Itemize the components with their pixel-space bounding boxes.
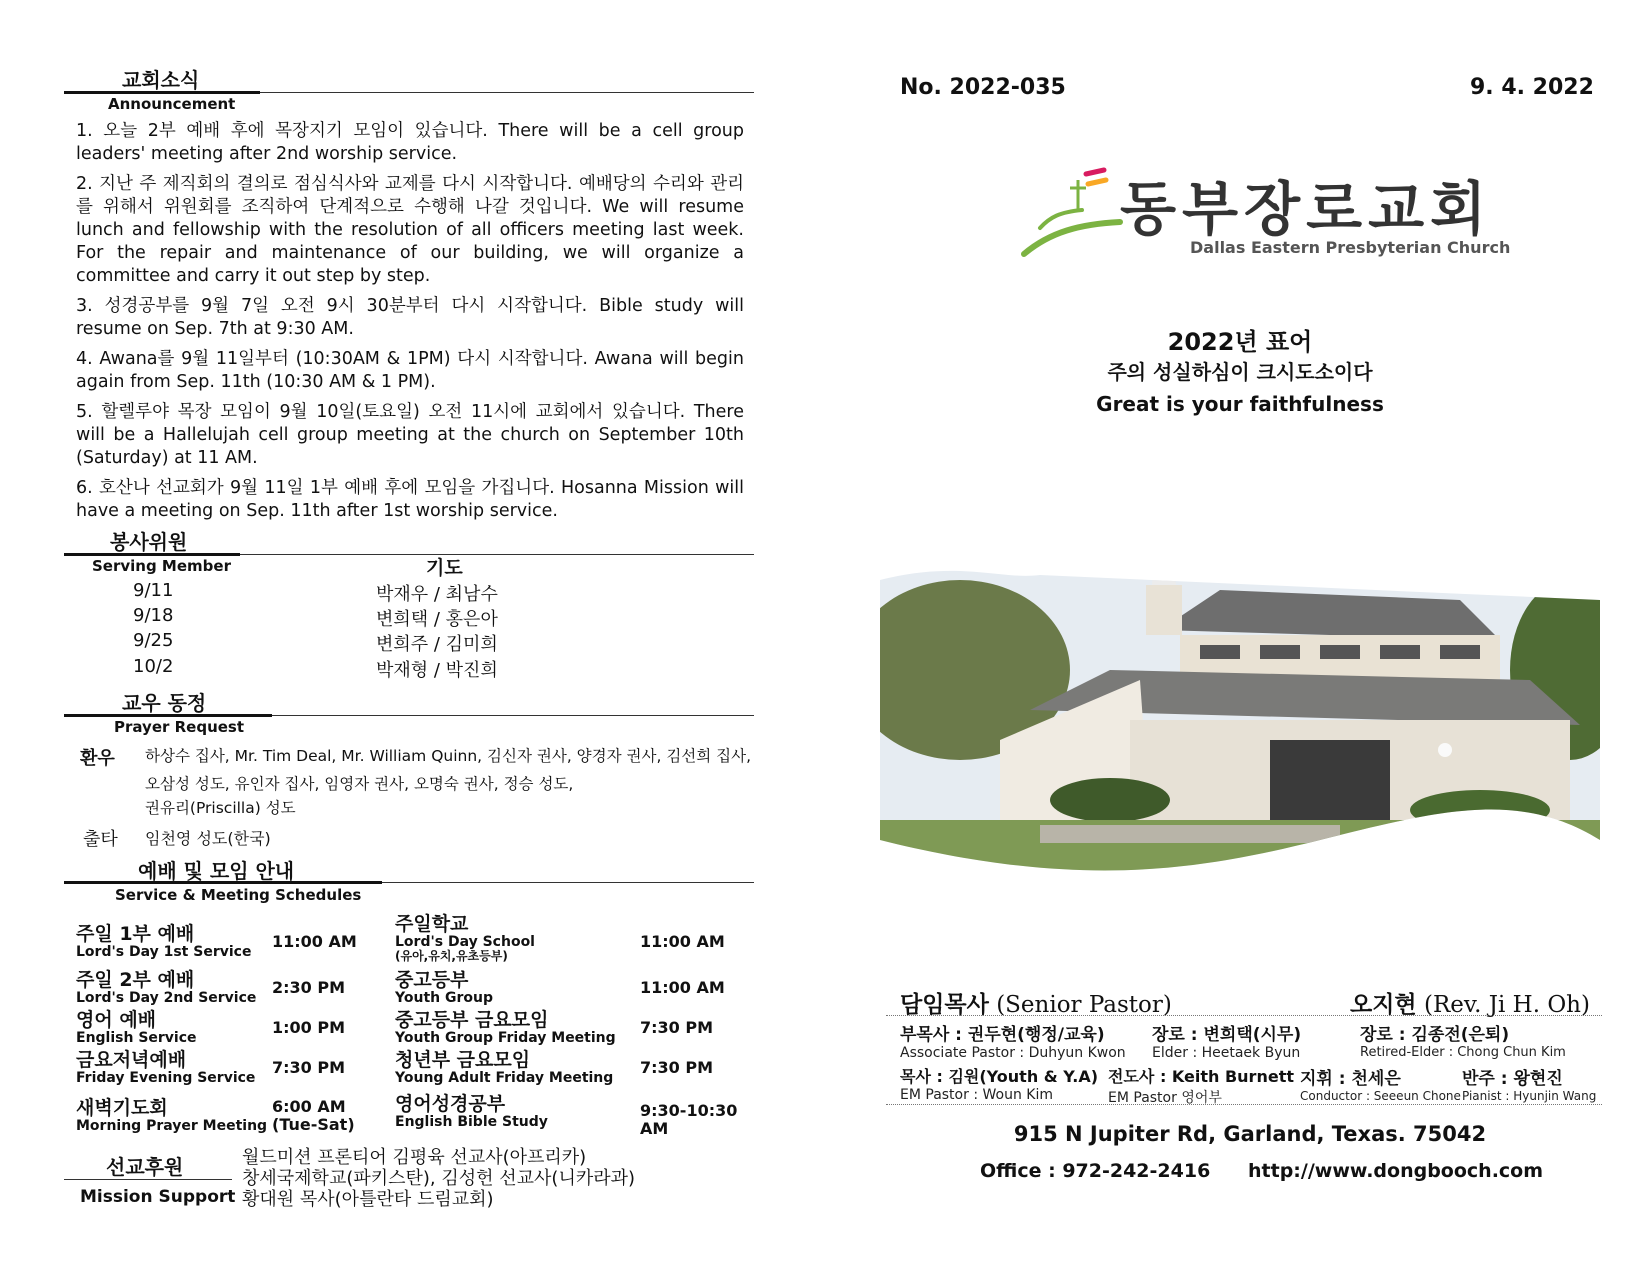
service-time: 6:00 AM (Tue-Sat): [272, 1097, 355, 1134]
service-time: 1:00 PM: [272, 1018, 346, 1037]
senior-pastor-label: 담임목사 (Senior Pastor): [900, 992, 1172, 1018]
announcement-item: 3. 성경공부를 9월 7일 오전 9시 30분부터 다시 시작합니다. Bible study will resume on Sep. 7th at 9:30 AM.: [76, 296, 744, 339]
sick-list: [145, 742, 755, 818]
serving-col-header: 기도: [426, 557, 463, 579]
prayer-subtitle: Prayer Request: [114, 718, 245, 736]
announcement-item: 6. 호산나 선교회가 9월 11일 1부 예배 후에 모임을 가집니다. Hosanna Mission will have a meeting on Sep. 11th after 1st worship service.: [76, 478, 744, 521]
service-item: 금요저녁예배 Friday Evening Service: [76, 1049, 256, 1086]
staff-item: 지휘 : 천세은 Conductor : Seeeun Chone: [1300, 1069, 1461, 1103]
service-item: 중고등부 Youth Group: [395, 969, 493, 1006]
announcement-item: 2. 지난 주 제직회의 결의로 점심식사와 교제를 다시 시작합니다. 예배당의 수리와 관리를 위해서 위원회를 조직하여 단계적으로 수행해 나갈 것입니다. We will resume lunch and fellowship with the resolution of all officers meeting last week. For the repair and maintenance of our building, we will organize a committee and carry it out step by step.: [76, 174, 744, 286]
prayer-title: 교우 동정: [122, 691, 207, 715]
serving-names: 박재우 / 최남수: [376, 584, 498, 605]
service-item: 주일 1부 예배 Lord's Day 1st Service: [76, 923, 252, 960]
serving-names: 변희주 / 김미희: [376, 634, 498, 655]
serving-date: 9/11: [133, 580, 174, 601]
serving-date: 10/2: [133, 656, 174, 677]
staff-item: 장로 : 변희택(시무) Elder : Heetaek Byun: [1152, 1025, 1302, 1061]
service-time: 7:30 PM: [272, 1058, 346, 1077]
announcement-title: 교회소식: [122, 68, 200, 92]
service-time: 7:30 PM: [640, 1018, 714, 1037]
travel-text: 임천영 성도(한국): [145, 829, 271, 848]
service-item: 중고등부 금요모임 Youth Group Friday Meeting: [395, 1009, 616, 1046]
service-item: 영어성경공부 English Bible Study: [395, 1093, 548, 1130]
announcement-subtitle: Announcement: [108, 95, 236, 113]
serving-date: 9/25: [133, 630, 174, 651]
serving-date: 9/18: [133, 605, 174, 626]
staff-item: 장로 : 김종전(은퇴) Retired-Elder : Chong Chun Kim: [1360, 1025, 1566, 1060]
motto-title: 2022년 표어: [1167, 328, 1313, 356]
church-address: 915 N Jupiter Rd, Garland, Texas. 75042: [1013, 1122, 1487, 1146]
staff-item: 부목사 : 권두현(행정/교육) Associate Pastor : Duhyun Kwon: [900, 1025, 1126, 1061]
sick-line: 권유리(Priscilla) 성도: [145, 799, 296, 817]
bulletin-date: 9. 4. 2022: [1470, 75, 1594, 100]
service-item: 새벽기도회 Morning Prayer Meeting: [76, 1097, 268, 1134]
mission-subtitle: Mission Support: [80, 1187, 236, 1207]
service-item: 청년부 금요모임 Young Adult Friday Meeting: [395, 1049, 614, 1086]
church-building-image: [880, 440, 1600, 890]
services-title: 예배 및 모임 안내: [138, 859, 295, 883]
staff-item: 목사 : 김원(Youth & Y.A) EM Pastor : Woun Kim: [900, 1067, 1099, 1103]
service-time: 11:00 AM: [272, 932, 357, 951]
serving-names: 변희택 / 홍은아: [376, 609, 498, 630]
travel-label: 출타: [83, 829, 118, 850]
mission-line: 월드미션 프론티어 김평육 선교사(아프리카): [242, 1147, 587, 1168]
service-item: 주일학교 Lord's Day School (유아,유치,유초등부): [395, 913, 535, 963]
service-time: 2:30 PM: [272, 978, 346, 997]
website-link[interactable]: http://www.dongbooch.com: [1248, 1160, 1544, 1182]
service-item: 주일 2부 예배 Lord's Day 2nd Service: [76, 969, 257, 1006]
staff-item: 전도사 : Keith Burnett EM Pastor 영어부: [1108, 1067, 1294, 1106]
motto-ko: 주의 성실하심이 크시도소이다: [1107, 360, 1373, 384]
motto-en: Great is your faithfulness: [1096, 392, 1384, 416]
announcement-item: 5. 할렐루야 목장 모임이 9월 10일(토요일) 오전 11시에 교회에서 있습니다. There will be a Hallelujah cell group meeting at the church on September 10th (Saturday) at 11 AM.: [76, 402, 744, 468]
serving-title: 봉사위원: [110, 530, 188, 554]
serving-names: 박재형 / 박진희: [376, 660, 498, 681]
mission-line: 황대원 목사(아틀란타 드림교회): [242, 1189, 494, 1210]
announcement-item: 4. Awana를 9월 11일부터 (10:30AM & 1PM) 다시 시작합니다. Awana will begin again from Sep. 11th (10:30 AM & 1 PM).: [76, 349, 744, 392]
services-subtitle: Service & Meeting Schedules: [115, 886, 362, 904]
service-time: 7:30 PM: [640, 1058, 714, 1077]
service-time: 11:00 AM: [640, 932, 725, 951]
sick-label: 환우: [80, 748, 115, 769]
service-time: 9:30-10:30 AM: [640, 1101, 738, 1138]
serving-subtitle: Serving Member: [92, 557, 231, 575]
senior-pastor-name: 오지현 (Rev. Ji H. Oh): [1350, 992, 1590, 1018]
mission-list: [242, 1147, 635, 1210]
mission-title: 선교후원: [106, 1155, 184, 1179]
announcement-list: [76, 120, 744, 530]
service-time: 11:00 AM: [640, 978, 725, 997]
announcement-item: 1. 오늘 2부 예배 후에 목장지기 모임이 있습니다. There will be a cell group leaders' meeting after 2nd worship service.: [76, 121, 744, 164]
office-phone: Office : 972-242-2416: [980, 1160, 1211, 1182]
church-name-en: Dallas Eastern Presbyterian Church: [1190, 238, 1511, 257]
church-logo: [1020, 162, 1511, 262]
sick-line: 하상수 집사, Mr. Tim Deal, Mr. William Quinn, 김신자 권사, 양경자 권사, 김선희 집사,: [145, 747, 752, 765]
mission-line: 창세국제학교(파키스탄), 김성헌 선교사(니카라과): [242, 1168, 636, 1189]
sick-line: 오삼성 성도, 유인자 집사, 임영자 권사, 오명숙 권사, 정승 성도,: [145, 775, 574, 793]
church-name-ko: 동부장로교회: [1120, 175, 1493, 243]
logo-mark-icon: [1020, 162, 1130, 262]
staff-item: 반주 : 왕현진 Pianist : Hyunjin Wang: [1462, 1069, 1597, 1103]
service-item: 영어 예배 English Service: [76, 1009, 197, 1046]
issue-number: No. 2022-035: [900, 75, 1066, 100]
